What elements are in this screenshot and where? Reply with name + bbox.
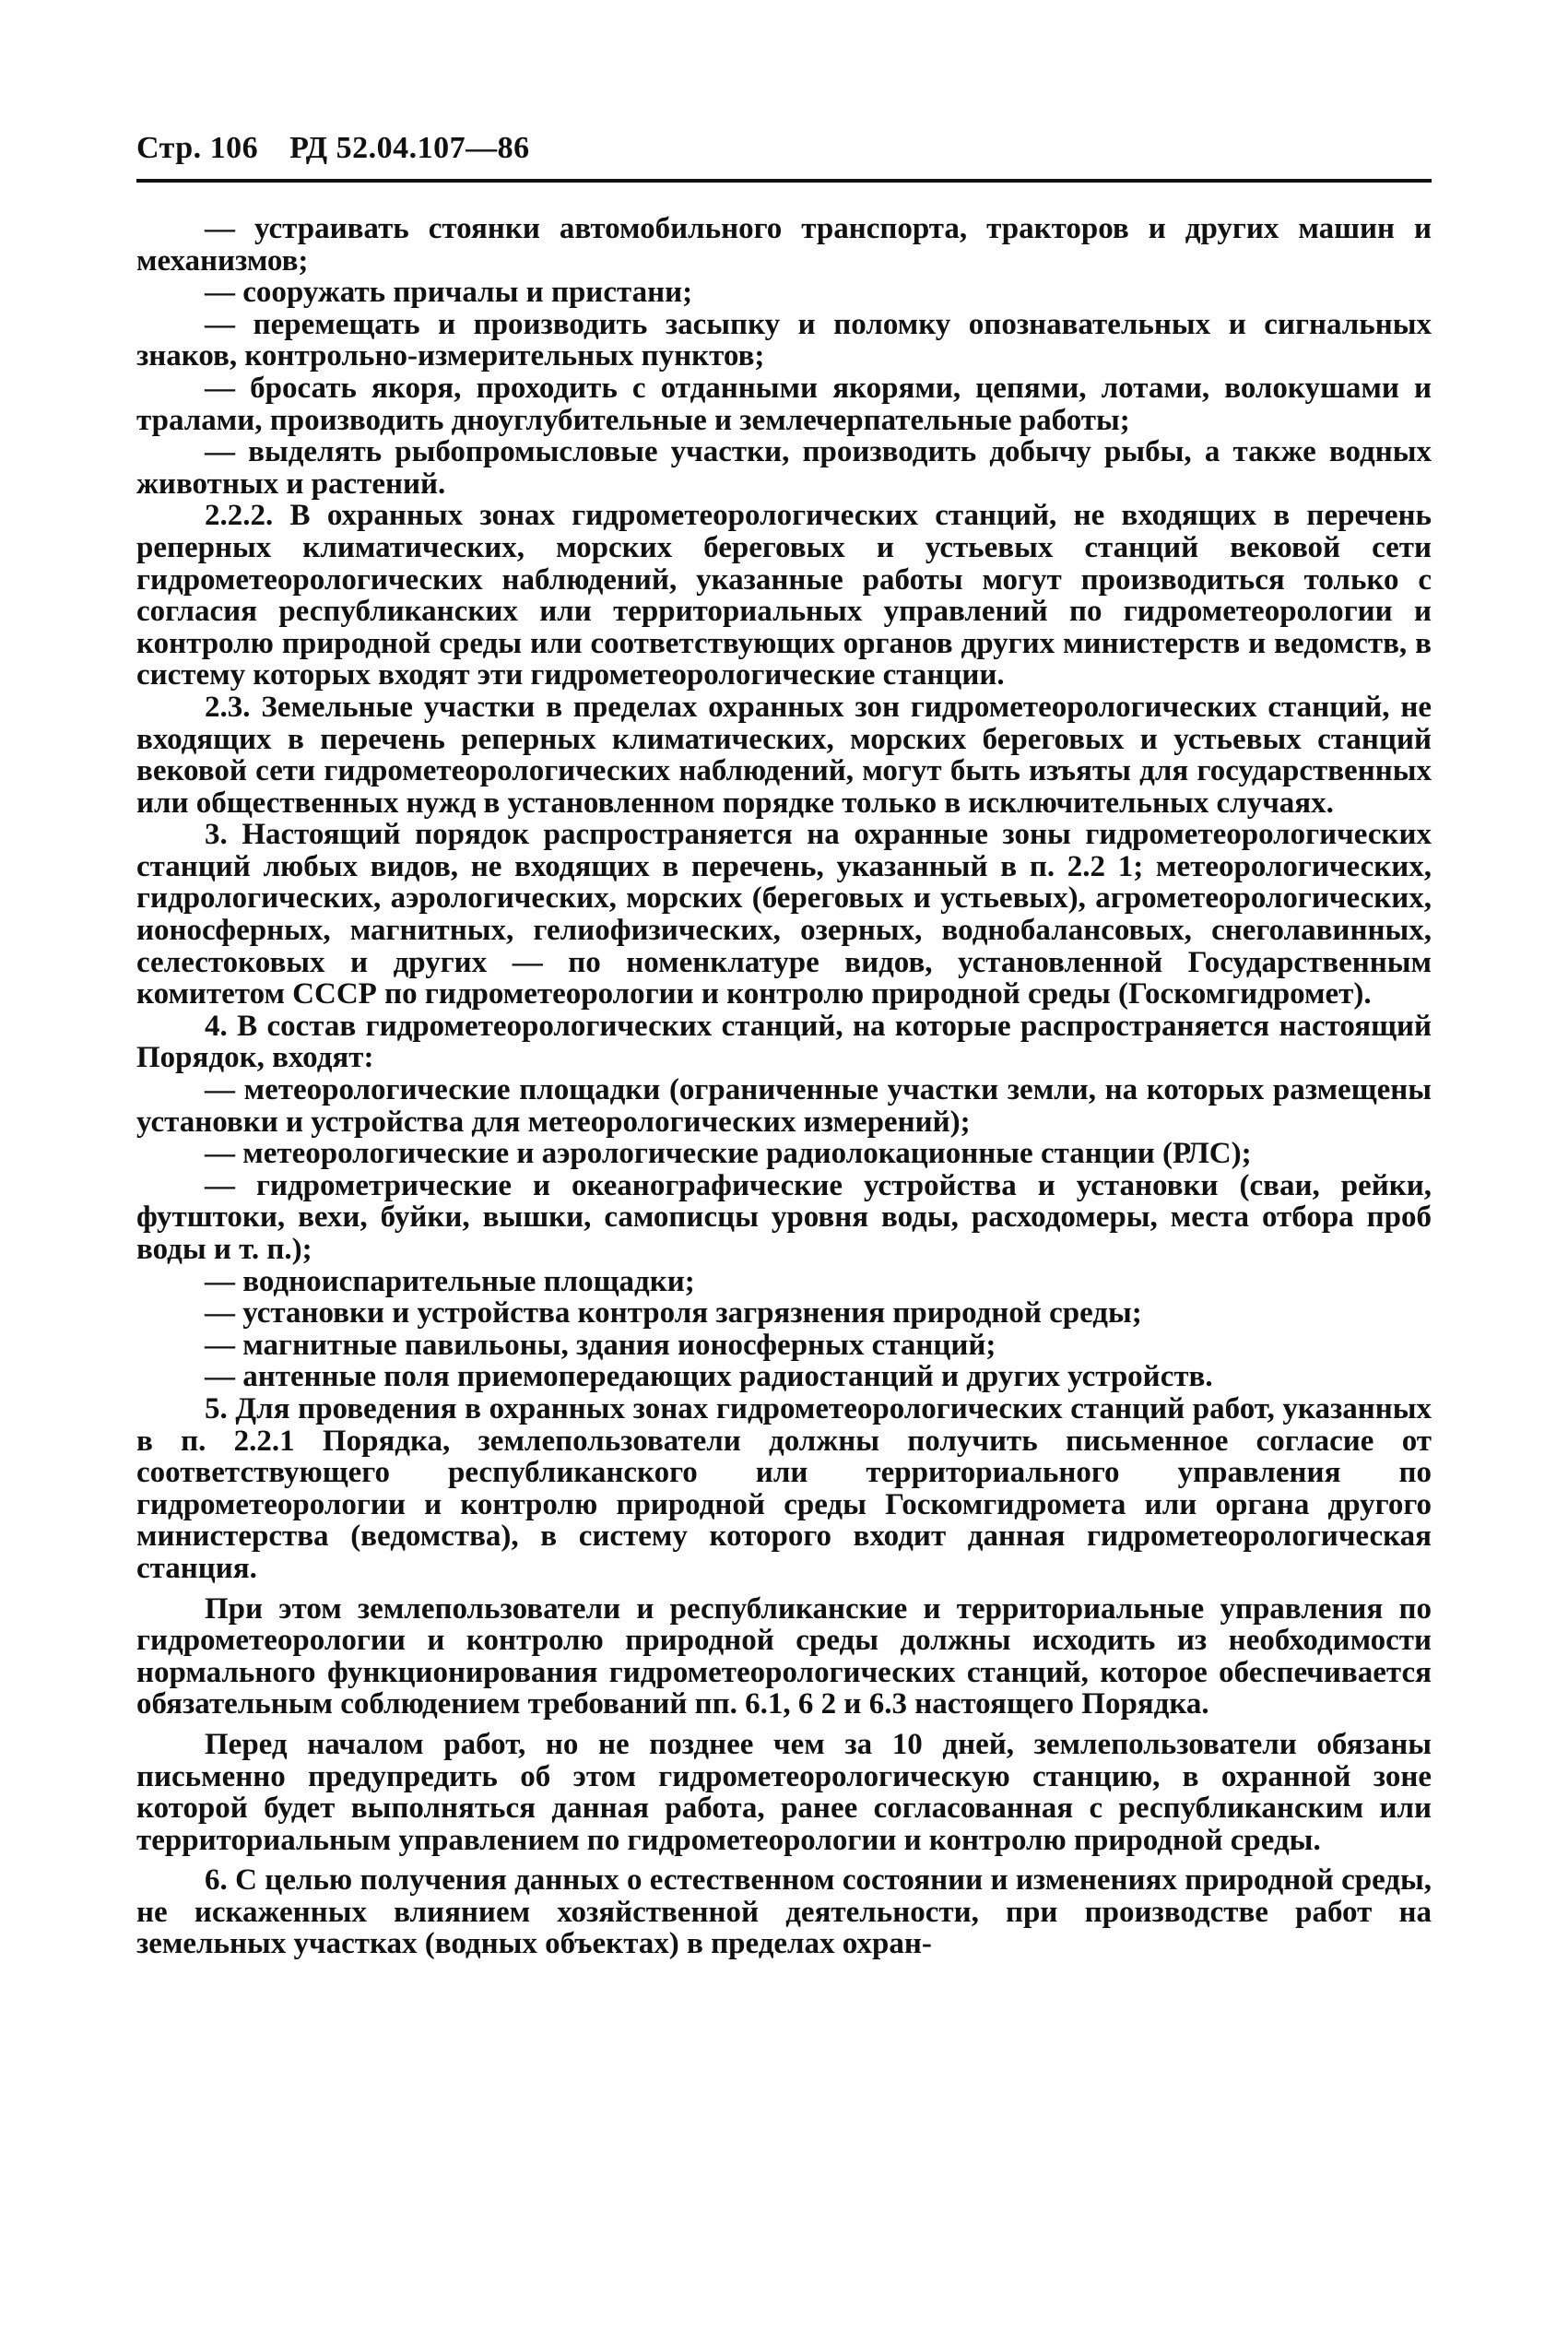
paragraph-4: 4. В состав гидрометеорологических станций, на которые распространяется настоящий Порядок, входят: <box>136 1009 1432 1075</box>
list-item-piers-ban: — сооружать причалы и пристани; <box>205 276 693 310</box>
paragraph-5-requirements: При этом землепользователи и республиканские и территориальные управления по гидрометеорологии и контролю природной среды должны исходить из необходимости нормального функционирования гидрометеорологических станций, которое обеспечивается обязательным соблюдением требований пп. 6.1, 6 2 и 6.3 настоящего Порядка. <box>136 1591 1432 1721</box>
paragraph-5: 5. Для проведения в охранных зонах гидрометеорологических станций работ, указанных в п. 2.2.1 Порядка, землепользователи должны получить письменное согласие от соответствующего республиканского или территориального управления по гидрометеорологии и контролю природной среды Госкомгидромета или органа другого министерства (ведомства), в систему которого входит данная гидрометеорологическая станция. <box>136 1391 1432 1585</box>
paragraph-2-2-2: 2.2.2. В охранных зонах гидрометеорологических станций, не входящих в перечень реперных климатических, морских береговых и устьевых станций вековой сети гидрометеорологических наблюдений, указанные работы могут производиться только с согласия республиканских или территориальных управлений по гидрометеорологии и контролю природной среды или соответствующих органов других министерств и ведомств, в систему которых входят эти гидрометеорологические станции. <box>136 499 1432 692</box>
document-code: РД 52.04.107—86 <box>289 131 530 165</box>
list-item-magnetic-pavilions: — магнитные павильоны, здания ионосферных станций; <box>205 1328 996 1362</box>
running-header <box>136 131 530 166</box>
list-item-anchors-ban: — бросать якоря, проходить с отданными якорями, цепями, лотами, волокушами и тралами, производить дноуглубительные и землечерпательные работы; <box>136 371 1432 437</box>
paragraph-3: 3. Настоящий порядок распространяется на охранные зоны гидрометеорологических станций любых видов, не входящих в перечень, указанный в п. 2.2 1; метеорологических, гидрологических, аэрологических, морских (береговых и устьевых), агрометеорологических, ионосферных, магнитных, гелиофизических, озерных, воднобалансовых, снеголавинных, селестоковых и других — по номенклатуре видов, установленной Государственным комитетом СССР по гидрометеорологии и контролю природной среды (Госкомгидромет). <box>136 818 1432 1011</box>
list-item-fishing-ban: — выделять рыбопромысловые участки, производить добычу рыбы, а также водных животных и растений. <box>136 435 1432 501</box>
list-item-parking-ban: — устраивать стоянки автомобильного транспорта, тракторов и других машин и механизмов; <box>136 212 1432 278</box>
list-item-hydrometric-devices: — гидрометрические и океанографические устройства и установки (сваи, рейки, футштоки, вехи, буйки, вышки, самописцы уровня воды, расходомеры, места отбора проб воды и т. п.); <box>136 1168 1432 1266</box>
list-item-radar-stations: — метеорологические и аэрологические радиолокационные станции (РЛС); <box>205 1137 1252 1171</box>
list-item-pollution-control: — установки и устройства контроля загрязнения природной среды; <box>205 1296 1142 1331</box>
list-item-meteo-sites: — метеорологические площадки (ограниченные участки земли, на которых размещены установки и устройства для метеорологических измерений); <box>136 1073 1432 1139</box>
list-item-antenna-fields: — антенные поля приемопередающих радиостанций и других устройств. <box>205 1360 1213 1394</box>
paragraph-2-3: 2.3. Земельные участки в пределах охранных зон гидрометеорологических станций, не входящих в перечень реперных климатических, морских береговых и устьевых станций вековой сети гидрометеорологических наблюдений, могут быть изъяты для государственных или общественных нужд в установленном порядке только в исключительных случаях. <box>136 690 1432 820</box>
paragraph-5-notice: Перед началом работ, но не позднее чем за 10 дней, землепользователи обязаны письменно предупредить об этом гидрометеорологическую станцию, в охранной зоне которой будет выполняться данная работа, ранее согласованная с республиканским или территориальным управлением по гидрометеорологии и контролю природной среды. <box>136 1727 1432 1857</box>
body-text <box>136 213 1432 1960</box>
header-rule <box>136 179 1432 183</box>
list-item-signs-ban: — перемещать и производить засыпку и поломку опознавательных и сигнальных знаков, контрольно-измерительных пунктов; <box>136 307 1432 373</box>
paragraph-6: 6. С целью получения данных о естественном состоянии и изменениях природной среды, не искаженных влиянием хозяйственной деятельности, при производстве работ на земельных участках (водных объектах) в пределах охран- <box>136 1863 1432 1961</box>
page-number: Стр. 106 <box>136 131 259 165</box>
list-item-evaporation-sites: — водноиспарительные площадки; <box>205 1264 695 1298</box>
